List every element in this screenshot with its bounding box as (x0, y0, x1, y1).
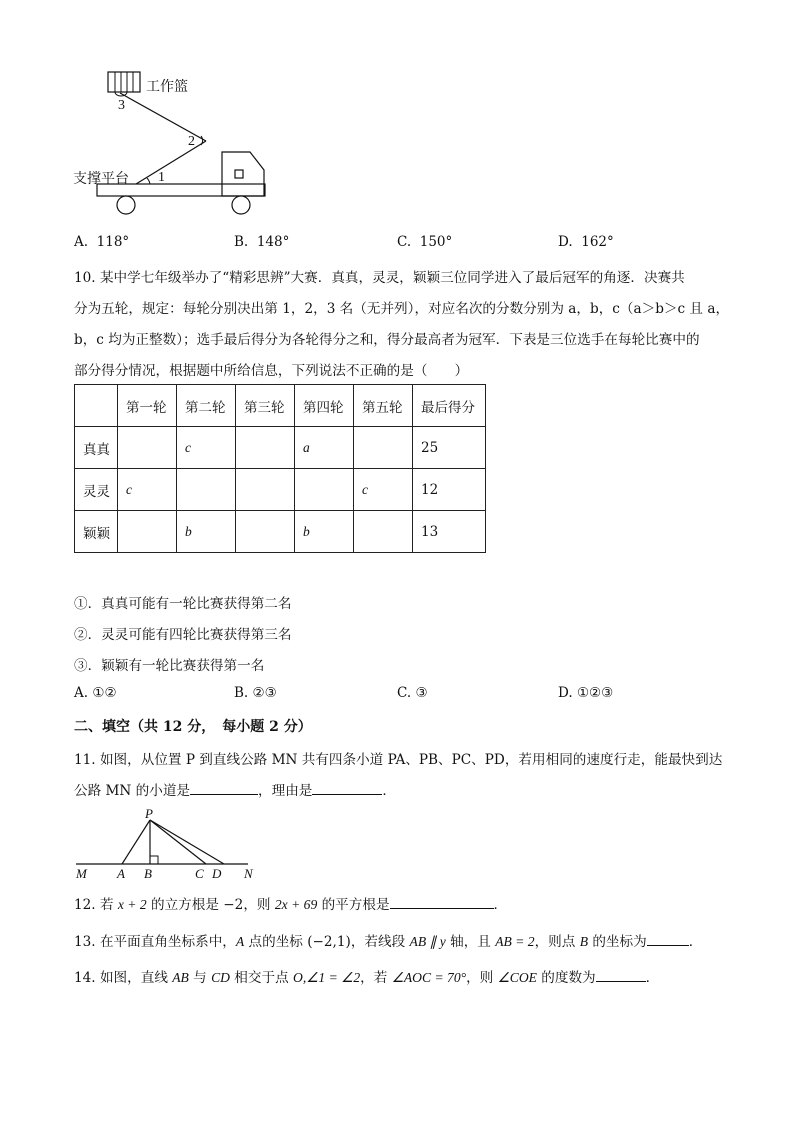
table-cell (354, 511, 413, 553)
q14-answer-blank[interactable] (596, 967, 646, 982)
table-cell: 灵灵 (75, 469, 118, 511)
point-n-label: N (244, 866, 253, 881)
q10-line-3: b，c 均为正整数）；选手最后得分为各轮得分之和，得分最高者为冠军．下表是三位选手在每轮比赛中的 (74, 332, 700, 348)
q11-line-2: 公路 MN 的小道是 ，理由是 ． (74, 779, 396, 799)
table-cell (177, 469, 236, 511)
q10-option-a[interactable]: A. ①② (74, 685, 117, 701)
label-platform: 支撑平台 (73, 171, 129, 187)
q13-line: 13. 在平面直角坐标系中，A 点的坐标 (−2,1)，若线段 AB ∥ y 轴，且 AB = 2，则点 B 的坐标为 ． (74, 930, 702, 950)
q10-option-b[interactable]: B. ②③ (234, 685, 277, 701)
q9-option-a[interactable]: A. 118° (74, 234, 130, 250)
point-m-label: M (76, 866, 87, 881)
table-cell (236, 469, 295, 511)
q10-statement-1: ①．真真可能有一轮比赛获得第二名 (74, 596, 292, 612)
table-cell: 13 (413, 511, 486, 553)
table-row (75, 427, 486, 469)
q11-answer-blank-2[interactable] (312, 780, 382, 795)
table-cell (236, 427, 295, 469)
work-basket (108, 72, 140, 92)
q10-line-4: 部分得分情况，根据题中所给信息，下列说法不正确的是（ ） (74, 363, 469, 379)
table-row (75, 511, 486, 553)
table-cell: a (295, 427, 354, 469)
lower-arm (136, 141, 206, 184)
table-cell: 25 (413, 427, 486, 469)
q11-answer-blank-1[interactable] (190, 780, 258, 795)
front-wheel (232, 196, 250, 214)
point-a-label: A (117, 866, 125, 881)
table-cell: c (118, 469, 177, 511)
table-cell (118, 511, 177, 553)
q9-option-c[interactable]: C. 150° (397, 234, 453, 250)
table-cell (295, 469, 354, 511)
angle-3-label: 3 (118, 98, 125, 113)
table-header-row (75, 385, 486, 427)
q12-line: 12. 若 x + 2 的立方根是 −2，则 2x + 69 的平方根是 ． (74, 893, 507, 913)
rear-wheel (117, 196, 135, 214)
table-cell (354, 427, 413, 469)
q12-answer-blank[interactable] (390, 894, 494, 909)
q11-roads-figure (72, 808, 262, 884)
score-table (74, 384, 486, 553)
table-header-cell: 第五轮 (354, 385, 413, 427)
point-b-label: B (144, 866, 152, 881)
section-2-heading: 二、填空（共 12 分， 每小题 2 分） (74, 719, 312, 735)
point-c-label: C (195, 866, 204, 881)
q14-line: 14. 如图，直线 AB 与 CD 相交于点 O,∠1 = ∠2，若 ∠AOC = 70°，则 ∠COE 的度数为 ． (74, 966, 659, 986)
table-cell: b (295, 511, 354, 553)
table-header-cell: 最后得分 (413, 385, 486, 427)
point-d-label: D (212, 866, 222, 881)
q10-line-1: 10. 某中学七年级举办了“精彩思辨”大赛．真真，灵灵，颖颖三位同学进入了最后冠军的角逐．决赛共 (74, 270, 685, 286)
table-row (75, 469, 486, 511)
table-cell: b (177, 511, 236, 553)
table-header-cell (75, 385, 118, 427)
point-p-label: P (145, 806, 153, 821)
angle-2-label: 2 (188, 134, 195, 149)
q10-line-2: 分为五轮，规定：每轮分别决出第 1，2，3 名（无并列），对应名次的分数分别为 a，b，c（a＞b＞c 且 a， (74, 301, 730, 317)
q10-statement-2: ②．灵灵可能有四轮比赛获得第三名 (74, 627, 292, 643)
q9-option-d[interactable]: D. 162° (558, 234, 614, 250)
table-header-cell: 第四轮 (295, 385, 354, 427)
table-cell: c (177, 427, 236, 469)
q10-option-c[interactable]: C. ③ (397, 685, 428, 701)
angle-1-label: 1 (158, 170, 165, 185)
q9-option-b[interactable]: B. 148° (234, 234, 290, 250)
table-cell: 12 (413, 469, 486, 511)
label-basket: 工作篮 (146, 79, 188, 95)
q11-line-1: 11. 如图，从位置 P 到直线公路 MN 共有四条小道 PA、PB、PC、PD，若用相同的速度行走，能最快到达 (74, 752, 723, 768)
table-cell (118, 427, 177, 469)
table-header-cell: 第二轮 (177, 385, 236, 427)
q10-statement-3: ③．颖颖有一轮比赛获得第一名 (74, 658, 265, 674)
table-header-cell: 第三轮 (236, 385, 295, 427)
table-cell: 真真 (75, 427, 118, 469)
table-cell: c (354, 469, 413, 511)
table-cell (236, 511, 295, 553)
table-header-cell: 第一轮 (118, 385, 177, 427)
table-cell: 颖颖 (75, 511, 118, 553)
q13-answer-blank[interactable] (647, 931, 689, 946)
q10-option-d[interactable]: D. ①②③ (558, 685, 614, 701)
